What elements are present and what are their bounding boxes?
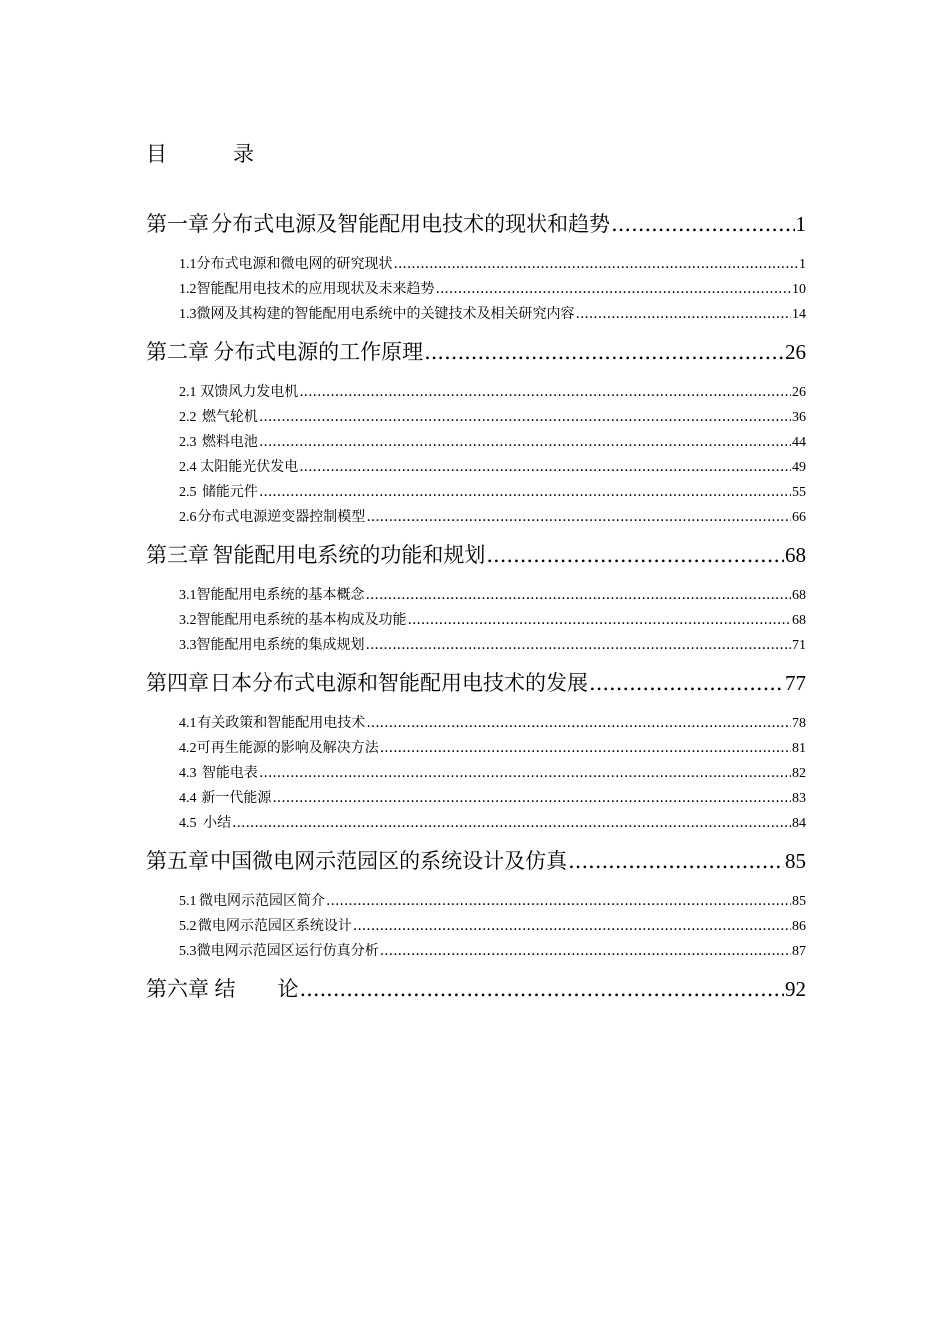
section-title: 太阳能光伏发电 (200, 459, 299, 475)
dot-leader (232, 811, 791, 836)
dot-leader (299, 380, 791, 405)
toc-chapter-entry[interactable] (146, 539, 806, 571)
toc-section-entry[interactable] (146, 914, 806, 939)
dot-leader (299, 455, 791, 480)
toc-section-entry[interactable] (146, 455, 806, 480)
toc-section-entry[interactable] (146, 252, 806, 277)
section-page-number: 86 (792, 919, 806, 934)
toc-heading-right: 录 (233, 142, 254, 166)
toc-section-entry[interactable] (146, 608, 806, 633)
section-page-number: 55 (792, 485, 806, 500)
section-title: 双馈风力发电机 (200, 384, 299, 400)
section-number: 4.3 (179, 766, 197, 781)
section-title: 分布式电源逆变器控制模型 (197, 509, 366, 525)
chapter-number: 第四章 (146, 671, 209, 695)
section-title: 有关政策和智能配用电技术 (197, 715, 366, 731)
dot-leader (380, 736, 791, 761)
section-number: 4.2 (179, 741, 197, 756)
toc-chapter-entry[interactable] (146, 973, 806, 1005)
chapter-title: 分布式电源及智能配用电技术的现状和趋势 (211, 212, 611, 236)
chapter-page-number: 68 (785, 543, 806, 567)
section-page-number: 71 (792, 638, 806, 653)
toc-section-entry[interactable] (146, 302, 806, 327)
chapter-page-number: 77 (785, 671, 806, 695)
section-title: 储能元件 (201, 484, 258, 500)
section-page-number: 78 (792, 716, 806, 731)
section-page-number: 10 (792, 282, 806, 297)
toc-section-entry[interactable] (146, 939, 806, 964)
dot-leader (259, 430, 791, 455)
section-number: 2.4 (179, 460, 197, 475)
section-title: 微电网示范园区系统设计 (197, 918, 352, 934)
chapter-number: 第一章 (146, 212, 209, 236)
section-page-number: 68 (792, 588, 806, 603)
dot-leader (394, 252, 799, 277)
section-number: 3.1 (179, 588, 197, 603)
toc-section-entry[interactable] (146, 633, 806, 658)
section-number: 4.1 (179, 716, 197, 731)
chapter-title: 中国微电网示范园区的系统设计及仿真 (210, 849, 568, 873)
section-number: 2.6 (179, 510, 197, 525)
toc-section-entry[interactable] (146, 505, 806, 530)
section-number: 3.3 (179, 638, 197, 653)
chapter-title: 结 论 (214, 977, 299, 1001)
dot-leader (436, 277, 792, 302)
section-title: 智能配用电系统的基本构成及功能 (196, 612, 407, 628)
dot-leader (259, 480, 791, 505)
section-number: 5.3 (179, 944, 197, 959)
section-page-number: 49 (792, 460, 806, 475)
dot-leader (299, 973, 784, 1005)
dot-leader (366, 583, 792, 608)
section-title: 智能配用电系统的基本概念 (196, 587, 365, 603)
toc-section-entry[interactable] (146, 583, 806, 608)
chapter-page-number: 85 (785, 849, 806, 873)
dot-leader (326, 889, 791, 914)
toc-chapter-entry[interactable] (146, 667, 806, 699)
dot-leader (380, 939, 791, 964)
dot-leader (259, 405, 791, 430)
section-number: 3.2 (179, 613, 197, 628)
section-page-number: 83 (792, 791, 806, 806)
section-page-number: 87 (792, 944, 806, 959)
section-number: 2.5 (179, 485, 197, 500)
chapter-number: 第六章 (146, 977, 209, 1001)
toc-section-entry[interactable] (146, 736, 806, 761)
section-page-number: 14 (792, 307, 806, 322)
section-number: 2.2 (179, 410, 197, 425)
dot-leader (576, 302, 792, 327)
dot-leader (366, 711, 791, 736)
dot-leader (568, 845, 784, 877)
section-title: 微网及其构建的智能配用电系统中的关键技术及相关研究内容 (196, 306, 575, 322)
section-number: 2.1 (179, 385, 197, 400)
toc-section-entry[interactable] (146, 430, 806, 455)
section-page-number: 44 (792, 435, 806, 450)
toc-section-entry[interactable] (146, 786, 806, 811)
toc-section-entry[interactable] (146, 405, 806, 430)
section-page-number: 1 (799, 257, 806, 272)
section-page-number: 26 (792, 385, 806, 400)
section-title: 可再生能源的影响及解决方法 (196, 740, 379, 756)
dot-leader (259, 761, 791, 786)
chapter-title: 智能配用电系统的功能和规划 (212, 543, 486, 567)
section-title: 智能电表 (201, 765, 258, 781)
chapter-page-number: 26 (785, 340, 806, 364)
toc-section-entry[interactable] (146, 277, 806, 302)
dot-leader (424, 336, 784, 368)
section-page-number: 68 (792, 613, 806, 628)
section-title: 小结 (203, 815, 232, 831)
section-title: 燃料电池 (201, 434, 258, 450)
toc-section-entry[interactable] (146, 811, 806, 836)
chapter-page-number: 92 (785, 977, 806, 1001)
section-number: 2.3 (179, 435, 197, 450)
chapter-number: 第二章 (146, 340, 209, 364)
toc-chapter-entry[interactable] (146, 845, 806, 877)
section-title: 微电网示范园区简介 (199, 893, 326, 909)
table-of-contents (146, 208, 806, 1005)
section-page-number: 85 (792, 894, 806, 909)
section-number: 1.2 (179, 282, 197, 297)
section-title: 新一代能源 (201, 790, 272, 806)
chapter-page-number: 1 (795, 212, 806, 236)
section-page-number: 81 (792, 741, 806, 756)
section-page-number: 82 (792, 766, 806, 781)
toc-heading (146, 138, 254, 168)
section-number: 1.1 (179, 257, 197, 272)
toc-heading-left: 目 (146, 142, 167, 166)
dot-leader (366, 633, 792, 658)
toc-section-entry[interactable] (146, 711, 806, 736)
section-number: 4.5 (179, 816, 197, 831)
section-number: 5.2 (179, 919, 197, 934)
dot-leader (366, 505, 791, 530)
chapter-title: 分布式电源的工作原理 (213, 340, 424, 364)
dot-leader (408, 608, 792, 633)
chapter-title: 日本分布式电源和智能配用电技术的发展 (210, 671, 589, 695)
section-page-number: 84 (792, 816, 806, 831)
dot-leader (353, 914, 791, 939)
section-title: 微电网示范园区运行仿真分析 (196, 943, 379, 959)
section-page-number: 66 (792, 510, 806, 525)
dot-leader (611, 208, 794, 240)
chapter-number: 第五章 (146, 849, 209, 873)
section-number: 4.4 (179, 791, 197, 806)
section-title: 智能配用电系统的集成规划 (196, 637, 365, 653)
dot-leader (589, 667, 784, 699)
dot-leader (486, 539, 784, 571)
section-title: 分布式电源和微电网的研究现状 (196, 256, 393, 272)
toc-section-entry[interactable] (146, 380, 806, 405)
section-page-number: 36 (792, 410, 806, 425)
toc-section-entry[interactable] (146, 480, 806, 505)
dot-leader (272, 786, 791, 811)
toc-section-entry[interactable] (146, 761, 806, 786)
toc-section-entry[interactable] (146, 889, 806, 914)
toc-chapter-entry[interactable] (146, 336, 806, 368)
chapter-number: 第三章 (146, 543, 209, 567)
section-number: 5.1 (179, 894, 197, 909)
section-title: 燃气轮机 (201, 409, 258, 425)
toc-chapter-entry[interactable] (146, 208, 806, 240)
section-number: 1.3 (179, 307, 197, 322)
section-title: 智能配用电技术的应用现状及未来趋势 (196, 281, 435, 297)
